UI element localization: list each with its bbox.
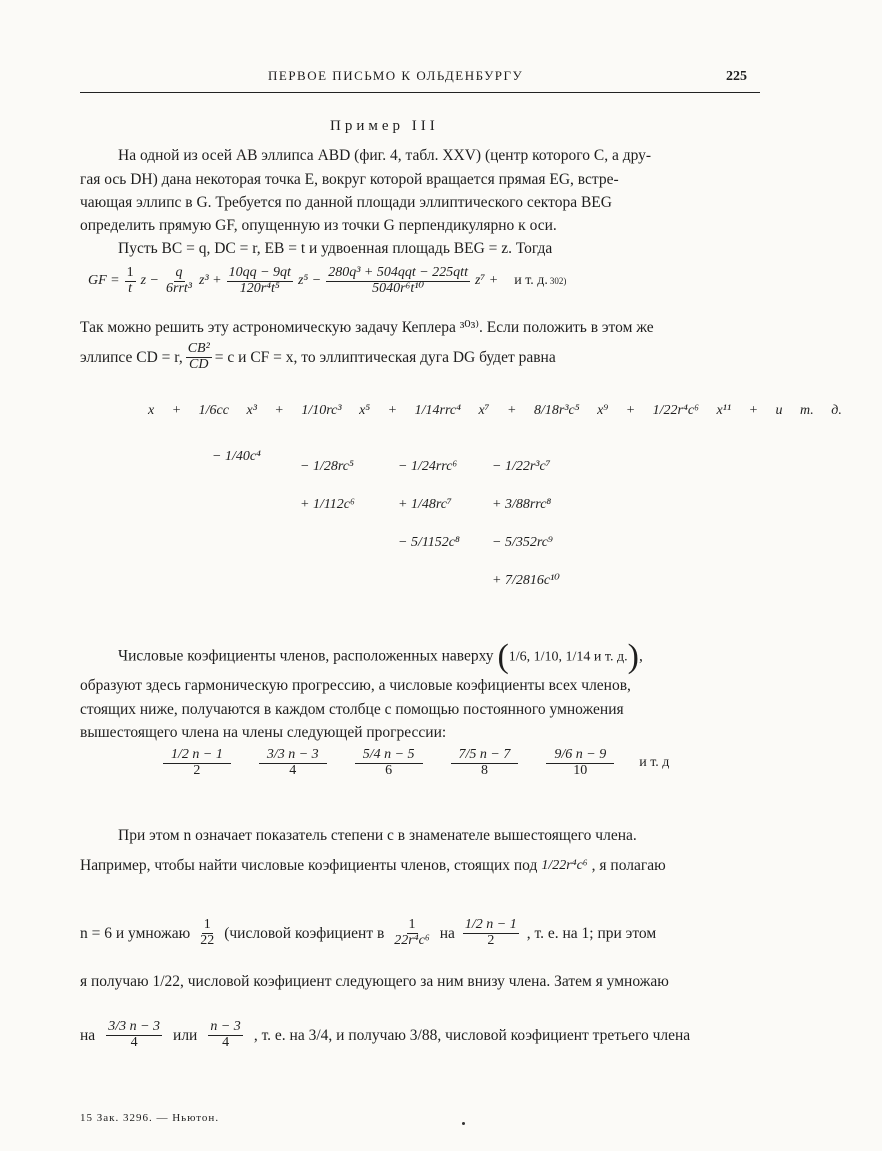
header-rule	[80, 92, 760, 93]
para5-line5	[80, 1020, 760, 1050]
fraction-prog3: $\frac{n - 3}{4}$	[210, 1019, 241, 1050]
series-term: + 1/112c⁶	[300, 497, 355, 512]
series-term: − 1/40c⁴	[212, 449, 261, 464]
para1-line1: На одной из осей AB эллипса ABD (фиг. 4, табл. XXV) (центр которого C, а дру-	[118, 147, 652, 164]
formula-term1: $\frac{1}{t}$	[126, 265, 134, 296]
para5-line1: При этом n означает показатель степени c в знаменателе вышестоящего члена.	[118, 827, 637, 844]
series-term: 1/14rrc⁴ x⁷ +	[414, 403, 517, 418]
para3-text-b: = c и CF = x, то эллиптическая дуга DG будет равна	[214, 348, 556, 366]
series-term: + 1/48rc⁷	[398, 497, 452, 512]
para4-line4: вышестоящего члена на члены следующей прогрессии:	[80, 724, 447, 741]
right-paren: )	[627, 638, 639, 675]
formula-term3-var: z⁵ −	[297, 273, 322, 289]
formula-term3: $\frac{10qq - 9qt}{\text{120r⁴t⁵}}$	[228, 265, 291, 296]
progression-term: $\frac{9/6 n - 9}{10}$	[546, 748, 614, 778]
page-mark	[462, 1122, 465, 1125]
series-term: − 1/24rrc⁶	[398, 459, 458, 474]
para5-text: (числовой коэфициент в	[224, 924, 385, 942]
progression-term: $\frac{7/5 n - 7}{8}$	[451, 748, 519, 778]
para5-text: n = 6 и умножаю	[80, 924, 191, 942]
running-header: ПЕРВОЕ ПИСЬМО К ОЛЬДЕНБУРГУ	[268, 68, 524, 83]
section-title: Пример III	[330, 118, 439, 134]
fraction-prog: $\frac{1/2 n - 1}{2}$	[464, 917, 517, 948]
series-term: − 5/352rc⁹	[492, 535, 553, 550]
footnote-ref-302: 302)	[549, 275, 567, 286]
para3-fraction: $\frac{\text{CB²}}{CD}$	[187, 341, 210, 372]
para5-text: , т. е. на 3/4, и получаю 3/88, числовой коэфициент третьего члена	[253, 1026, 691, 1044]
footer-signature: 15 Зак. 3296. — Ньютон.	[80, 1112, 220, 1124]
formula-term4: $\frac{\text{280q³ + 504qqt − 225qtt}}{\text{5040r⁶t¹⁰}}$	[328, 265, 468, 296]
para5-text: или	[173, 1026, 198, 1044]
progression-term: $\frac{1/2 n - 1}{2}$	[163, 748, 231, 778]
series-col2	[300, 448, 355, 524]
series-term: − 1/22r³c⁷	[492, 459, 551, 474]
series-col4	[492, 448, 560, 600]
para3-line1: Так можно решить эту астрономическую задачу Кеплера ³⁰³⁾. Если положить в этом же	[80, 319, 654, 336]
para3-line2	[80, 342, 760, 372]
formula-etc: и т. д.	[514, 273, 548, 289]
para4-line2: образуют здесь гармоническую прогрессию, а числовые коэфициенты всех членов,	[80, 677, 631, 694]
para5-text: на	[439, 924, 455, 942]
series-term: 1/6cc x³ +	[198, 403, 284, 418]
series-term: + 3/88rrc⁸	[492, 497, 552, 512]
para4-line1: Числовые коэфициенты членов, расположенных наверху (1/6, 1/10, 1/14 и т. д.),	[118, 638, 643, 675]
para5-line3	[80, 918, 760, 948]
series-term: 8/18r³c⁵ x⁹ +	[534, 403, 636, 418]
left-paren: (	[497, 638, 509, 675]
page-number: 225	[726, 69, 747, 84]
series-term: + 7/2816c¹⁰	[492, 573, 560, 588]
para5-line4: я получаю 1/22, числовой коэфициент следующего за ним внизу члена. Затем я умножаю	[80, 973, 669, 990]
para1-line4: определить прямую GF, опущенную из точки G перпендикулярно к оси.	[80, 217, 557, 234]
series-term: − 5/1152c⁸	[398, 535, 460, 550]
series-col1	[212, 448, 261, 466]
para4-top-fractions: 1/6, 1/10, 1/14 и т. д.	[508, 649, 628, 665]
fraction-prog2: $\frac{3/3 n - 3}{4}$	[108, 1019, 161, 1050]
para3-text-a: эллипсе CD = r,	[80, 348, 183, 366]
para5-text: , я полагаю	[591, 857, 666, 874]
series-term: − 1/28rc⁵	[300, 459, 354, 474]
para5-text: на	[80, 1026, 96, 1044]
series-row1	[148, 402, 842, 420]
formula-term2-var: z³ +	[199, 273, 222, 289]
para2: Пусть BC = q, DC = r, EB = t и удвоенная площадь BEG = z. Тогда	[118, 240, 553, 257]
series-term: 1/22r⁴c⁶ x¹¹ + и т. д.	[652, 403, 842, 418]
para1-line3: чающая эллипс в G. Требуется по данной площади эллиптического сектора BEG	[80, 194, 612, 211]
series-term: x +	[148, 403, 182, 418]
para5-text: Например, чтобы найти числовые коэфициенты членов, стоящих под	[80, 857, 538, 874]
para1-line2: гая ось DH) дана некоторая точка E, вокруг которой вращается прямая EG, встре-	[80, 171, 619, 188]
progression	[160, 748, 669, 778]
para5-text: , т. е. на 1; при этом	[526, 924, 657, 942]
fraction-term: $\frac{1}{\text{22r⁴c⁶}}$	[394, 917, 430, 948]
formula-lhs: GF =	[88, 273, 120, 289]
para5-fraction: 1/22r⁴c⁶	[541, 857, 588, 873]
series-col3	[398, 448, 460, 562]
formula-term4-var: z⁷ +	[474, 273, 499, 289]
progression-etc: и т. д	[639, 755, 670, 771]
para5-line2	[80, 856, 760, 875]
progression-term: $\frac{5/4 n - 5}{6}$	[355, 748, 423, 778]
progression-term: $\frac{3/3 n - 3}{4}$	[259, 748, 327, 778]
fraction-1-22: $\frac{1}{22}$	[200, 917, 215, 948]
para4-text: Числовые коэфициенты членов, расположенных наверху	[118, 647, 494, 665]
formula-gf	[88, 266, 566, 296]
formula-term2: $\frac{q}{\text{6rrt³}}$	[166, 265, 192, 296]
series-term: 1/10rc³ x⁵ +	[301, 403, 398, 418]
para4-line3: стоящих ниже, получаются в каждом столбце с помощью постоянного умножения	[80, 701, 624, 718]
formula-term1-var: z −	[140, 273, 160, 289]
